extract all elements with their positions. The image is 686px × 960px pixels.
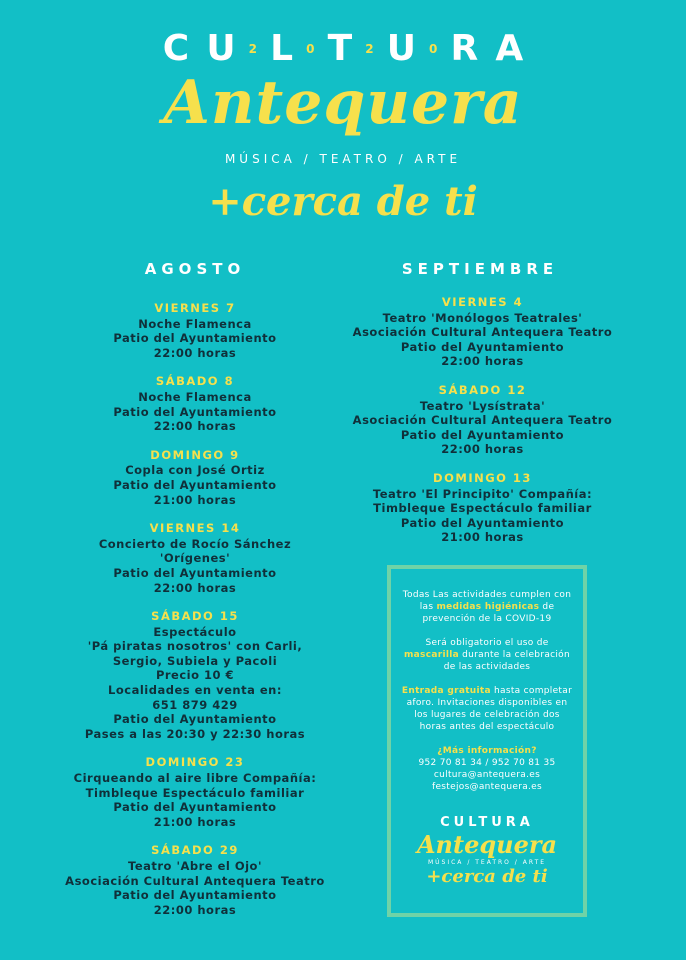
year-digit: 0 [429, 41, 438, 56]
more-info-title: ¿Más información? [437, 746, 537, 756]
mini-logo-word: CULTURA [440, 815, 534, 830]
mini-logo-tagline: MÚSICA / TEATRO / ARTE [427, 859, 547, 866]
event-line: Timbleque Espectáculo familiar [85, 785, 305, 800]
event-line: Teatro 'Lysístrata' [419, 398, 546, 413]
mask-note [401, 637, 573, 673]
event-line: Concierto de Rocío Sánchez [98, 536, 292, 551]
event-item [40, 301, 350, 360]
tagline: MÚSICA / TEATRO / ARTE [224, 152, 462, 166]
event-line: Asociación Cultural Antequera Teatro [352, 413, 613, 428]
event-line: 21:00 horas [153, 492, 237, 507]
brand-letter: T [327, 28, 353, 69]
agosto-heading: AGOSTO [144, 260, 246, 278]
event-line: Patio del Ayuntamiento [400, 427, 565, 442]
event-item [335, 471, 630, 545]
text: de prevención de la COVID-19 [422, 602, 555, 624]
hygiene-note [401, 589, 573, 625]
event-date: DOMINGO 13 [433, 470, 532, 485]
event-line: Cirqueando al aire libre Compañía: [73, 771, 317, 786]
event-line: 21:00 horas [441, 530, 524, 545]
event-line: Pases a las 20:30 y 22:30 horas [84, 726, 306, 741]
email-link[interactable]: cultura@antequera.es [433, 770, 541, 780]
year-digit: 2 [365, 41, 374, 56]
brand-letter: A [495, 28, 524, 69]
highlight: medidas higiénicas [436, 602, 540, 612]
event-line: 22:00 horas [153, 419, 237, 434]
event-item [335, 383, 630, 457]
brand-letter: C [162, 28, 190, 69]
event-line: 'Orígenes' [159, 551, 231, 566]
brand-letter: L [270, 28, 294, 69]
event-line: 22:00 horas [153, 902, 237, 917]
event-line: 21:00 horas [153, 814, 237, 829]
event-line: Patio del Ayuntamiento [113, 404, 277, 419]
event-item [40, 521, 350, 595]
event-date: VIERNES 14 [149, 521, 241, 536]
text: Todas Las actividades cumplen con las [402, 590, 572, 612]
agosto-events [40, 301, 350, 931]
event-line: Patio del Ayuntamiento [113, 477, 277, 492]
mini-logo-title: Antequera [416, 830, 558, 859]
event-line: Teatro 'Abre el Ojo' [128, 859, 262, 873]
brand-wordmark [0, 28, 686, 72]
event-line: 22:00 horas [153, 345, 237, 360]
highlight: mascarilla [404, 650, 459, 660]
event-line: Patio del Ayuntamiento [113, 565, 277, 580]
event-line: 22:00 horas [441, 354, 524, 369]
septiembre-events [335, 295, 630, 559]
event-line: 22:00 horas [153, 580, 237, 595]
event-line: Espectáculo [153, 624, 237, 639]
event-line: Localidades en venta en: [108, 683, 282, 698]
event-line: Precio 10 € [155, 668, 235, 683]
event-date: SÁBADO 29 [151, 843, 239, 858]
event-line: Noche Flamenca [138, 316, 252, 331]
event-line: Copla con José Ortiz [125, 463, 265, 478]
event-line: 22:00 horas [441, 442, 524, 457]
brand-letter: U [386, 28, 416, 69]
event-date: VIERNES 7 [154, 301, 236, 315]
event-line: Patio del Ayuntamiento [113, 888, 277, 903]
event-line: Patio del Ayuntamiento [400, 515, 565, 530]
event-line: Patio del Ayuntamiento [113, 712, 277, 727]
event-item [40, 755, 350, 829]
text: durante la celebración de las actividades [443, 650, 570, 672]
event-date: SÁBADO 12 [438, 382, 527, 397]
text: Será obligatorio el uso de [425, 638, 549, 648]
year-digit: 2 [248, 41, 257, 56]
event-date: SÁBADO 8 [155, 374, 235, 389]
event-line: Asociación Cultural Antequera Teatro [352, 325, 613, 340]
event-line: Noche Flamenca [138, 389, 252, 404]
event-item [40, 448, 350, 507]
event-line: 'Pá piratas nosotros' con Carli, [87, 639, 303, 654]
event-line: Timbleque Espectáculo familiar [373, 501, 592, 516]
event-line: Sergio, Subiela y Pacoli [112, 653, 278, 668]
event-date: SÁBADO 15 [151, 609, 239, 624]
event-item [40, 843, 350, 917]
event-line: Patio del Ayuntamiento [113, 331, 277, 346]
info-box [387, 565, 587, 917]
event-item [40, 374, 350, 433]
event-line: Teatro 'El Principito' Compañía: [372, 486, 593, 501]
event-line: Teatro 'Monólogos Teatrales' [382, 310, 583, 325]
event-line: Patio del Ayuntamiento [400, 339, 565, 354]
brand-letter: R [450, 28, 479, 69]
page-title: Antequera [163, 68, 523, 138]
brand-letter: U [206, 28, 236, 69]
entry-note [401, 685, 573, 733]
event-line: 651 879 429 [152, 697, 238, 712]
contact-block [401, 745, 573, 793]
highlight: Entrada gratuita [401, 686, 491, 696]
mini-logo-slogan: +cerca de ti [426, 866, 548, 887]
mini-logo [391, 815, 583, 887]
year-digit: 0 [306, 41, 315, 56]
slogan: +cerca de ti [208, 178, 478, 225]
event-item [40, 609, 350, 741]
event-item [335, 295, 630, 369]
event-date: DOMINGO 23 [145, 755, 245, 770]
event-line: Patio del Ayuntamiento [113, 800, 277, 815]
text: hasta completar aforo. Invitaciones disponibles en los lugares de celebración dos horas antes del espectáculo [406, 686, 573, 732]
septiembre-heading: SEPTIEMBRE [401, 260, 559, 278]
event-date: DOMINGO 9 [150, 447, 240, 462]
email-link[interactable]: festejos@antequera.es [432, 782, 542, 792]
info-text [391, 569, 583, 793]
event-line: Asociación Cultural Antequera Teatro [65, 873, 325, 888]
event-date: VIERNES 4 [441, 295, 524, 309]
phone-numbers: 952 70 81 34 / 952 70 81 35 [418, 758, 556, 768]
